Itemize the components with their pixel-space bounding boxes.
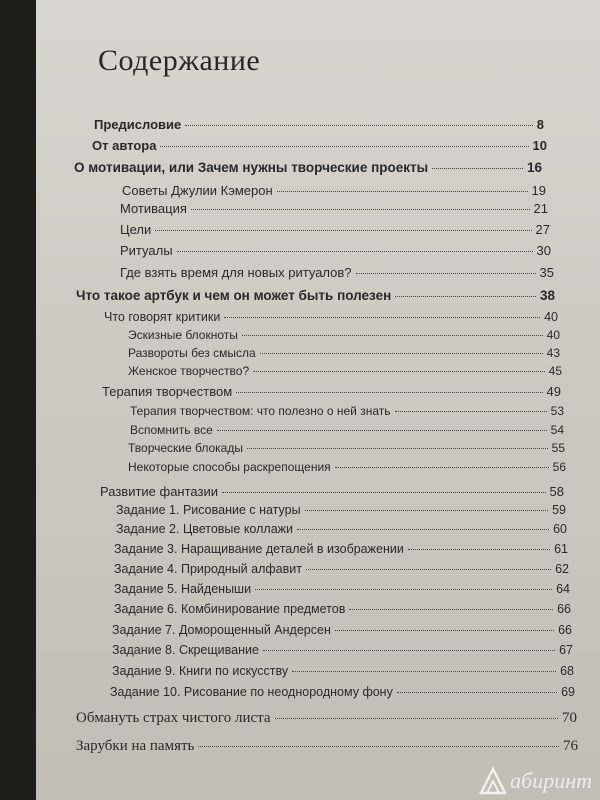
- toc-entry: [128, 460, 566, 474]
- toc-entry-title: Ритуалы: [120, 243, 173, 258]
- toc-entry-title: Задание 10. Рисование по неоднородному фону: [110, 685, 393, 699]
- toc-entry-title: Некоторые способы раскрепощения: [128, 460, 331, 474]
- toc-page-number: 16: [526, 160, 542, 175]
- toc-leader-dots: [395, 296, 536, 297]
- toc-entry: [110, 685, 575, 699]
- toc-entry-title: Где взять время для новых ритуалов?: [120, 265, 352, 280]
- toc-page-number: 67: [559, 643, 573, 657]
- toc-leader-dots: [397, 692, 557, 693]
- toc-entry-title: Задание 2. Цветовые коллажи: [116, 522, 293, 536]
- toc-page-number: 10: [532, 138, 547, 153]
- toc-entry: [114, 602, 571, 616]
- toc-page-number: 8: [536, 117, 544, 132]
- toc-entry: [120, 265, 554, 280]
- toc-page-number: 70: [562, 710, 577, 726]
- toc-entry: [116, 522, 567, 536]
- toc-entry-title: О мотивации, или Зачем нужны творческие проекты: [74, 160, 429, 175]
- toc-entry: [114, 562, 569, 576]
- toc-entry-title: Задание 9. Книги по искусству: [112, 664, 289, 678]
- toc-leader-dots: [242, 335, 543, 336]
- toc-page-number: 55: [551, 441, 565, 455]
- toc-entry-title: От автора: [92, 138, 157, 153]
- toc-entry-title: Советы Джулии Кэмерон: [122, 183, 273, 198]
- toc-entry-title: Терапия творчеством: что полезно о ней знать: [130, 404, 391, 418]
- toc-entry-title: Задание 8. Скрещивание: [112, 643, 259, 657]
- toc-entry: [94, 117, 544, 132]
- toc-leader-dots: [217, 430, 547, 431]
- toc-page-number: 40: [546, 328, 560, 342]
- toc-page-number: 66: [557, 602, 571, 616]
- toc-page-number: 40: [544, 310, 558, 324]
- toc-entry: [120, 222, 550, 237]
- toc-entry: [112, 623, 572, 637]
- toc-entry: [128, 328, 560, 342]
- toc-entry-title: Задание 6. Комбинирование предметов: [114, 602, 346, 616]
- toc-leader-dots: [253, 371, 545, 372]
- toc-entry: [120, 243, 551, 258]
- toc-entry: [112, 664, 574, 678]
- toc-entry-title: Что такое артбук и чем он может быть полезен: [76, 288, 392, 303]
- toc-entry: [92, 138, 547, 153]
- toc-leader-dots: [247, 448, 548, 449]
- toc-page-number: 43: [546, 346, 560, 360]
- toc-page-number: 53: [550, 404, 564, 418]
- toc-leader-dots: [160, 146, 528, 147]
- toc-leader-dots: [155, 230, 531, 231]
- toc-entry-title: Задание 4. Природный алфавит: [114, 562, 302, 576]
- toc-entry-title: Женское творчество?: [128, 364, 250, 378]
- toc-leader-dots: [408, 549, 550, 550]
- toc-leader-dots: [305, 510, 548, 511]
- toc-page-number: 54: [550, 423, 564, 437]
- toc-entry-title: Задание 3. Наращивание деталей в изображении: [114, 542, 404, 556]
- toc-entry-title: Цели: [120, 222, 152, 237]
- toc-entry-title: Что говорят критики: [104, 310, 221, 324]
- toc-page-number: 35: [539, 265, 554, 280]
- toc-leader-dots: [191, 209, 530, 210]
- toc-entry-title: Эскизные блокноты: [128, 328, 238, 342]
- watermark-text: абиринт: [510, 768, 592, 793]
- toc-leader-dots: [185, 125, 533, 126]
- toc-leader-dots: [177, 251, 533, 252]
- toc-entry: [74, 160, 542, 175]
- toc-entry: [76, 288, 555, 303]
- watermark: [478, 766, 592, 796]
- toc-leader-dots: [395, 411, 547, 412]
- toc-entry-title: Терапия творчеством: [102, 384, 233, 399]
- toc-entry: [116, 503, 566, 517]
- toc-leader-dots: [335, 467, 549, 468]
- toc-entry: [128, 441, 565, 455]
- toc-leader-dots: [224, 317, 540, 318]
- toc-leader-dots: [260, 353, 543, 354]
- toc-entry: [112, 643, 573, 657]
- toc-entry: [130, 404, 564, 418]
- toc-page-number: 64: [556, 582, 570, 596]
- toc-entry: [114, 542, 568, 556]
- toc-entry-title: Обмануть страх чистого листа: [76, 710, 271, 726]
- toc-entry: [76, 710, 577, 727]
- toc-leader-dots: [277, 191, 528, 192]
- toc-page-number: 30: [536, 243, 551, 258]
- toc-entry-title: Задание 5. Найденыши: [114, 582, 252, 596]
- toc-page-number: 62: [555, 562, 569, 576]
- toc-entry: [102, 384, 561, 399]
- toc-leader-dots: [275, 718, 558, 719]
- toc-entry-title: Зарубки на память: [76, 738, 195, 754]
- toc-entry-title: Задание 7. Доморощенный Андерсен: [112, 623, 331, 637]
- toc-leader-dots: [297, 529, 549, 530]
- labirint-logo-icon: [478, 766, 508, 796]
- toc-entry-title: Развороты без смысла: [128, 346, 256, 360]
- toc-page-number: 69: [561, 685, 575, 699]
- toc-page-number: 56: [552, 460, 566, 474]
- table-of-contents: [36, 0, 600, 800]
- toc-entry: [120, 201, 548, 216]
- toc-entry: [122, 183, 546, 198]
- toc-entry: [128, 346, 560, 360]
- toc-entry: [104, 310, 558, 324]
- toc-entry: [114, 582, 570, 596]
- toc-page-number: 19: [531, 183, 546, 198]
- toc-leader-dots: [198, 746, 559, 747]
- toc-leader-dots: [349, 609, 553, 610]
- toc-page-number: 68: [560, 664, 574, 678]
- page-title: Содержание: [98, 44, 261, 77]
- toc-entry: [128, 364, 562, 378]
- toc-leader-dots: [432, 168, 523, 169]
- toc-entry-title: Задание 1. Рисование с натуры: [116, 503, 301, 517]
- toc-page-number: 45: [548, 364, 562, 378]
- toc-entry-title: Предисловие: [94, 117, 182, 132]
- toc-leader-dots: [356, 273, 536, 274]
- toc-leader-dots: [263, 650, 555, 651]
- toc-page-number: 61: [554, 542, 568, 556]
- toc-entry: [76, 738, 578, 755]
- toc-page-number: 21: [533, 201, 548, 216]
- book-page: [36, 0, 600, 800]
- toc-entry: [100, 484, 564, 499]
- toc-page-number: 49: [546, 384, 561, 399]
- toc-page-number: 76: [563, 738, 578, 754]
- toc-entry-title: Вспомнить все: [130, 423, 213, 437]
- toc-leader-dots: [292, 671, 556, 672]
- toc-page-number: 60: [553, 522, 567, 536]
- toc-page-number: 58: [549, 484, 564, 499]
- toc-page-number: 66: [558, 623, 572, 637]
- toc-leader-dots: [335, 630, 554, 631]
- toc-page-number: 38: [539, 288, 555, 303]
- toc-entry-title: Мотивация: [120, 201, 187, 216]
- toc-leader-dots: [255, 589, 552, 590]
- toc-entry-title: Развитие фантазии: [100, 484, 218, 499]
- toc-leader-dots: [236, 392, 542, 393]
- toc-leader-dots: [306, 569, 551, 570]
- toc-entry-title: Творческие блокады: [128, 441, 243, 455]
- toc-page-number: 59: [552, 503, 566, 517]
- toc-entry: [130, 423, 564, 437]
- toc-page-number: 27: [535, 222, 550, 237]
- toc-leader-dots: [222, 492, 546, 493]
